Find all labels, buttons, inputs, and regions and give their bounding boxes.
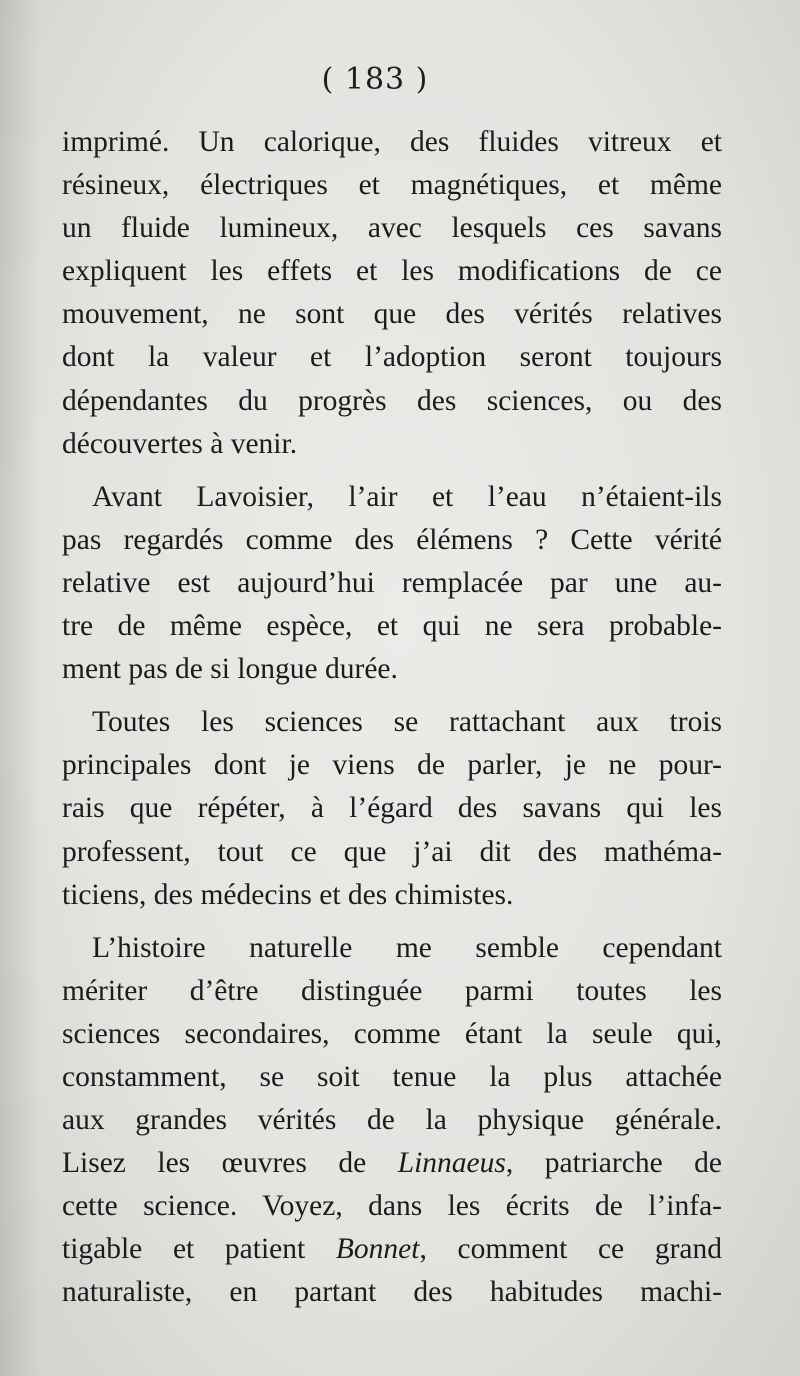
text-line: cette science. Voyez, dans les écrits de l’infa- — [62, 1190, 722, 1223]
text-line: dont la valeur et l’adoption seront toujours — [62, 341, 722, 374]
text-line: professent, tout ce que j’ai dit des mathéma- — [62, 835, 722, 868]
page-number: ( 183 ) — [321, 62, 429, 97]
italic-name: Linnaeus — [397, 1147, 506, 1180]
text-line — [62, 1228, 722, 1271]
text-line: dépendantes du progrès des sciences, ou des — [62, 384, 722, 417]
text-line: tre de même espèce, et qui ne sera probable- — [62, 610, 722, 643]
text-line: relative est aujourd’hui remplacée par une au- — [62, 566, 722, 599]
text-line: sciences secondaires, comme étant la seule qui, — [62, 1017, 722, 1050]
text-line: L’histoire naturelle me semble cependant — [92, 931, 722, 964]
text-line: principales dont je viens de parler, je ne pour- — [62, 749, 722, 782]
text-line: expliquent les effets et les modifications de ce — [62, 255, 722, 288]
paragraph-gap — [62, 691, 722, 701]
text-segment: , comment ce grand — [419, 1233, 722, 1266]
text-line: naturaliste, en partant des habitudes machi- — [62, 1276, 722, 1309]
text-line: aux grandes vérités de la physique générale. — [62, 1104, 722, 1137]
text-line: mériter d’être distinguée parmi toutes les — [62, 974, 722, 1007]
text-segment: Lisez les œuvres de — [62, 1147, 398, 1180]
text-segment: , patriarche de — [505, 1147, 722, 1180]
text-line: pas regardés comme des élémens ? Cette vérité — [62, 523, 722, 556]
text-line: Avant Lavoisier, l’air et l’eau n’étaient-ils — [92, 480, 722, 513]
italic-name: Bonnet — [335, 1233, 420, 1266]
text-segment: tigable et patient — [62, 1233, 336, 1266]
text-line: un fluide lumineux, avec lesquels ces savans — [62, 212, 722, 245]
text-line: résineux, électriques et magnétiques, et même — [62, 169, 722, 202]
body-text — [62, 121, 722, 1315]
gutter-shadow — [0, 0, 40, 1376]
text-line: mouvement, ne sont que des vérités relatives — [62, 298, 722, 331]
text-line: ticiens, des médecins et des chimistes. — [62, 878, 514, 911]
text-line: rais que répéter, à l’égard des savans qui les — [62, 792, 722, 825]
text-line — [62, 1142, 722, 1185]
paragraph-gap — [62, 466, 722, 476]
text-line: découvertes à venir. — [62, 427, 298, 460]
text-line: Toutes les sciences se rattachant aux trois — [92, 706, 722, 739]
paragraph-gap — [62, 917, 722, 927]
text-line: ment pas de si longue durée. — [62, 653, 398, 686]
text-line: constamment, se soit tenue la plus attachée — [62, 1060, 722, 1093]
text-line: imprimé. Un calorique, des fluides vitreux et — [62, 126, 722, 158]
